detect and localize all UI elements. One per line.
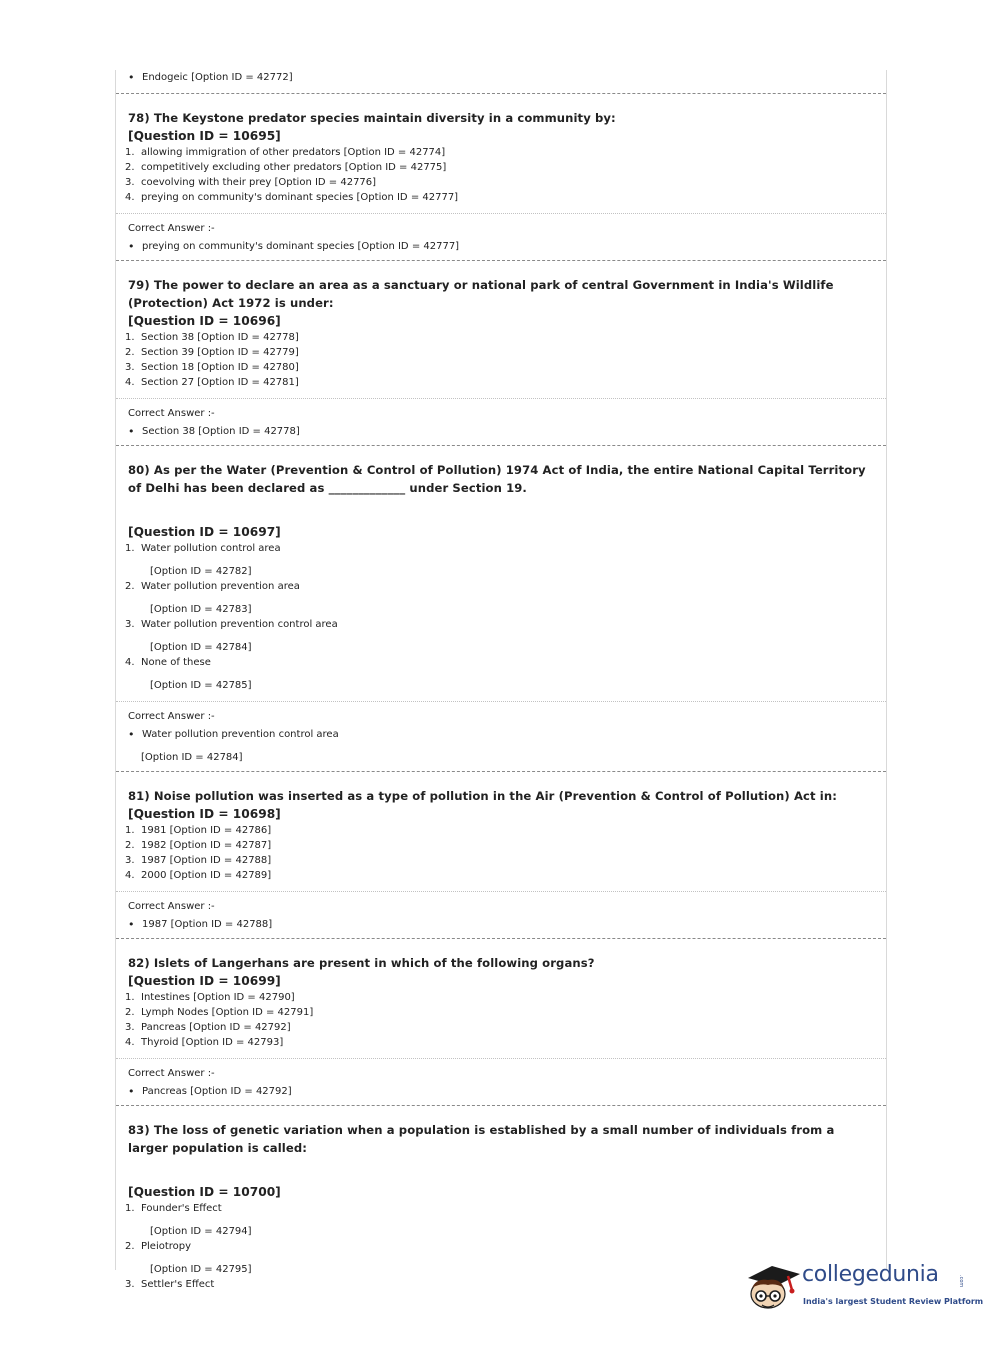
option-item: 1. Founder's Effect [Option ID = 42794] — [116, 1201, 886, 1239]
answer-bullet — [116, 424, 886, 439]
option-item: 2. 1982 [Option ID = 42787] — [125, 840, 272, 851]
option-item: 2. competitively excluding other predators [Option ID = 42775] — [125, 162, 447, 173]
option-list — [116, 823, 886, 883]
answer-text: • Section 38 [Option ID = 42778] — [142, 426, 300, 437]
question-id: [Question ID = 10695] — [128, 129, 281, 143]
option-item: 1. Water pollution control area [Option ID = 42782] — [116, 541, 886, 579]
option-list — [116, 145, 886, 205]
question-text: 83) The loss of genetic variation when a population is established by a small number of individuals from a larger population is called: — [128, 1123, 835, 1155]
option-id: [Option ID = 42784] — [150, 642, 252, 653]
question-text: 81) Noise pollution was inserted as a type of pollution in the Air (Prevention & Control of Pollution) Act in: — [128, 789, 837, 803]
option-id: [Option ID = 42785] — [150, 680, 252, 691]
correct-answer-79 — [116, 399, 886, 446]
question-id: [Question ID = 10698] — [128, 807, 281, 821]
answer-option-id: [Option ID = 42784] — [141, 752, 243, 763]
question-id: [Question ID = 10697] — [128, 525, 281, 539]
option-item: 1. 1981 [Option ID = 42786] — [125, 825, 272, 836]
question-id: [Question ID = 10696] — [128, 314, 281, 328]
brand-tagline: India's largest Student Review Platform — [803, 1297, 984, 1306]
answer-text: • Pancreas [Option ID = 42792] — [142, 1086, 292, 1097]
option-id: [Option ID = 42783] — [150, 604, 252, 615]
option-item: 3. Section 18 [Option ID = 42780] — [125, 362, 299, 373]
previous-answer — [116, 70, 886, 94]
option-list — [116, 541, 886, 693]
option-item: 3. Water pollution prevention control area [Option ID = 42784] — [116, 617, 886, 655]
correct-answer-label: Correct Answer :- — [128, 901, 215, 912]
option-item: 1. Section 38 [Option ID = 42778] — [125, 332, 299, 343]
option-item: 4. Thyroid [Option ID = 42793] — [125, 1037, 284, 1048]
answer-text: • preying on community's dominant species [Option ID = 42777] — [142, 241, 460, 252]
answer-bullet — [116, 70, 886, 85]
correct-answer-81 — [116, 892, 886, 939]
option-item: 4. preying on community's dominant species [Option ID = 42777] — [125, 192, 459, 203]
correct-answer-label: Correct Answer :- — [128, 711, 215, 722]
option-item: 3. 1987 [Option ID = 42788] — [125, 855, 272, 866]
question-text: 78) The Keystone predator species maintain diversity in a community by: — [128, 111, 616, 125]
option-id: [Option ID = 42794] — [150, 1226, 252, 1237]
option-item: 4. 2000 [Option ID = 42789] — [125, 870, 272, 881]
option-item: 1. allowing immigration of other predators [Option ID = 42774] — [125, 147, 446, 158]
answer-text: • Water pollution prevention control area — [142, 729, 339, 740]
option-list — [116, 330, 886, 390]
answer-bullet — [116, 917, 886, 932]
answer-bullet — [116, 1084, 886, 1099]
correct-answer-label: Correct Answer :- — [128, 223, 215, 234]
question-id: [Question ID = 10700] — [128, 1185, 281, 1199]
question-text: 82) Islets of Langerhans are present in which of the following organs? — [128, 956, 595, 970]
question-block-82 — [116, 939, 886, 1059]
question-block-81 — [116, 772, 886, 892]
answer-bullet — [116, 727, 886, 742]
question-text: 79) The power to declare an area as a sanctuary or national park of central Government in India's Wildlife (Protection) Act 1972 is under: — [128, 278, 834, 310]
question-block-80 — [116, 446, 886, 702]
option-list — [116, 990, 886, 1050]
correct-answer-78 — [116, 214, 886, 261]
option-item: 1. Intestines [Option ID = 42790] — [125, 992, 295, 1003]
option-item: 3. coevolving with their prey [Option ID = 42776] — [125, 177, 377, 188]
correct-answer-80 — [116, 702, 886, 772]
option-item: 2. Section 39 [Option ID = 42779] — [125, 347, 299, 358]
correct-answer-82 — [116, 1059, 886, 1106]
question-block-78 — [116, 94, 886, 214]
correct-answer-label: Correct Answer :- — [128, 408, 215, 419]
option-item: 3. Settler's Effect — [125, 1279, 215, 1290]
question-id: [Question ID = 10699] — [128, 974, 281, 988]
option-id: [Option ID = 42782] — [150, 566, 252, 577]
option-item: 2. Water pollution prevention area [Option ID = 42783] — [116, 579, 886, 617]
option-id: [Option ID = 42795] — [150, 1264, 252, 1275]
option-item: 4. None of these [Option ID = 42785] — [116, 655, 886, 693]
question-text: 80) As per the Water (Prevention & Control of Pollution) 1974 Act of India, the entire National Capital Territory of Delhi has been declared as _____________ under Section 19. — [128, 463, 866, 495]
answer-bullet — [116, 239, 886, 254]
brand-name: collegedunia — [802, 1262, 939, 1287]
answer-text: • 1987 [Option ID = 42788] — [142, 919, 273, 930]
option-item: 2. Pleiotropy [Option ID = 42795] — [116, 1239, 886, 1277]
correct-answer-label: Correct Answer :- — [128, 1068, 215, 1079]
question-block-79 — [116, 261, 886, 399]
brand-dotcom: .com — [958, 1275, 964, 1288]
answer-text: • Endogeic [Option ID = 42772] — [142, 72, 293, 83]
option-item: 3. Pancreas [Option ID = 42792] — [125, 1022, 291, 1033]
option-item: 2. Lymph Nodes [Option ID = 42791] — [125, 1007, 314, 1018]
option-item: 4. Section 27 [Option ID = 42781] — [125, 377, 299, 388]
